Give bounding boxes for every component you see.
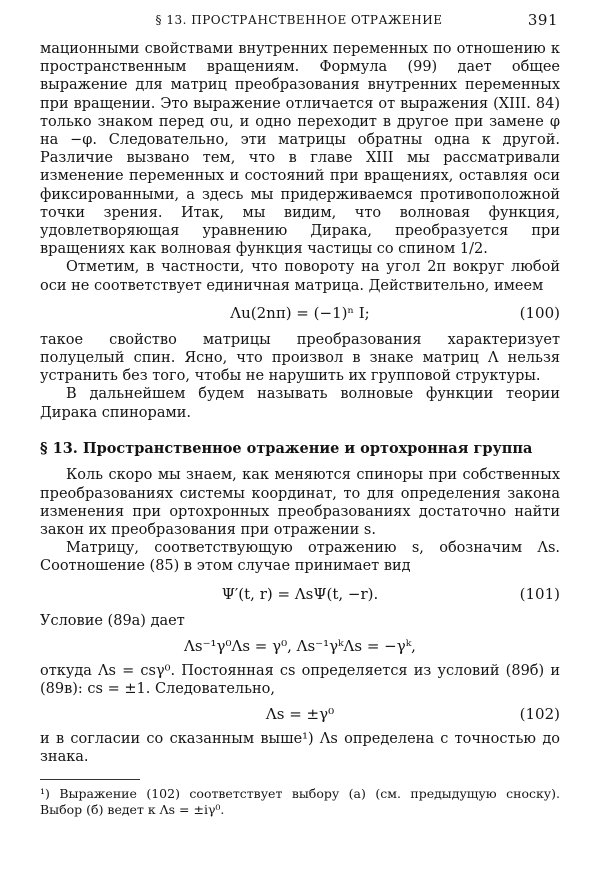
page-number: 391 [527, 11, 558, 29]
footnote: ¹) Выражение (102) соответствует выбору (а) (см. предыдущую сноску). Выбор (б) ведет к Λs = ±iγ⁰. [40, 785, 560, 817]
running-header-title: § 13. ПРОСТРАНСТВЕННОЕ ОТРАЖЕНИЕ [155, 13, 443, 27]
footnote-rule [40, 779, 140, 780]
paragraph-reflection-matrix: Матрицу, соответствующую отражению s, обозначим Λs. Соотношение (85) в этом случае принимает вид [40, 540, 560, 575]
equation-101-label: (101) [519, 584, 560, 603]
paragraph-rotation-properties: мационными свойствами внутренних переменных по отношению к пространственным вращениям. Формула (99) дает общее выражение для матриц преобразования внутренних переменных при вращении. Это выражение отличается от выражения (XIII. 84) только знаком перед σu, и одно переходит в другое при замене φ на −φ. Следовательно, эти матрицы обратны одна к другой. Различие вызвано тем, что в главе XIII мы рассматривали изменение переменных и состояний при вращениях, оставляя оси фиксированными, а здесь мы придерживаемся противоположной точки зрения. Итак, мы видим, что волновая функция, удовлетворяющая уравнению Дирака, преобразуется при вращениях как волновая функция частицы со спином 1/2. [40, 41, 560, 258]
paragraph-sign: и в согласии со сказанным выше¹) Λs определена с точностью до знака. [40, 731, 560, 766]
page-body [40, 40, 560, 818]
equation-102-formula: Λs = ±γ⁰ [265, 705, 335, 724]
paragraph-spinors: В дальнейшем будем называть волновые функции теории Дирака спинорами. [40, 386, 560, 421]
equation-101 [40, 582, 560, 606]
paragraph-condition: Условие (89а) дает [40, 612, 185, 629]
section-heading: § 13. Пространственное отражение и ортохронная группа [40, 439, 533, 457]
equation-100-label: (100) [519, 303, 560, 322]
equation-102 [40, 702, 560, 726]
equation-condition [40, 634, 560, 658]
paragraph-2pi-rotation: Отметим, в частности, что повороту на угол 2π вокруг любой оси не соответствует единичная матрица. Действительно, имеем [40, 259, 560, 294]
equation-100-formula: Λu(2nπ) = (−1)ⁿ I; [230, 303, 370, 322]
equation-condition-formula: Λs⁻¹γ⁰Λs = γ⁰, Λs⁻¹γᵏΛs = −γᵏ, [184, 636, 416, 655]
paragraph-half-integer-spin: такое свойство матрицы преобразования характеризует полуцелый спин. Ясно, что произвол в знаке матриц Λ нельзя устранить без того, чтобы не нарушить их групповой структуры. [40, 331, 560, 385]
equation-102-label: (102) [519, 705, 560, 724]
paragraph-orthochronous: Коль скоро мы знаем, как меняются спиноры при собственных преобразованиях системы координат, то для определения закона изменения при ортохронных преобразованиях достаточно найти закон их преобразования при отражении s. [40, 467, 560, 538]
running-header [40, 10, 558, 32]
equation-100 [40, 301, 560, 325]
paragraph-constant: откуда Λs = csγ⁰. Постоянная cs определяется из условий (89б) и (89в): cs = ±1. Следовательно, [40, 662, 560, 697]
equation-101-formula: Ψ′(t, r) = ΛsΨ(t, −r). [221, 584, 379, 603]
